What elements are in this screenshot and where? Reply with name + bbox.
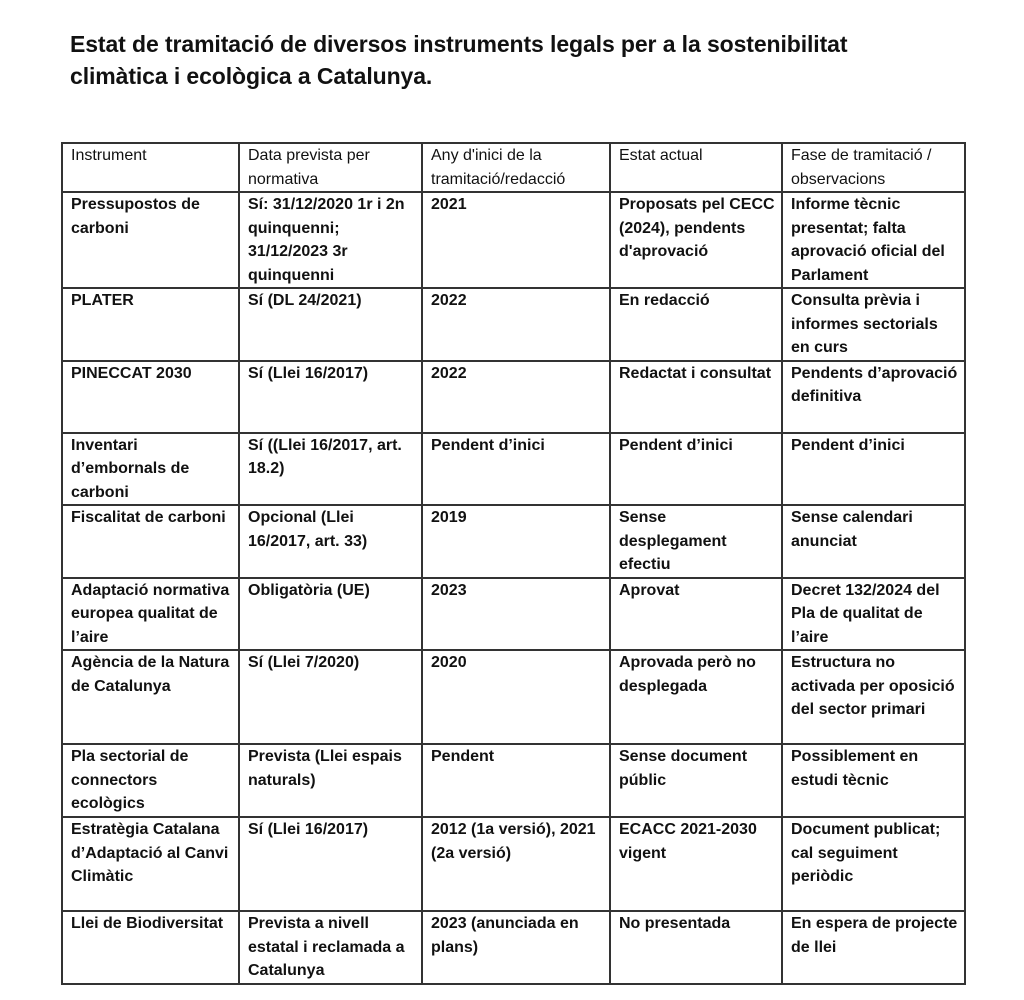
cell-data-prevista: Sí ((Llei 16/2017, art. 18.2) (239, 433, 422, 506)
cell-fase-observacions: Sense calendari anunciat (782, 505, 965, 578)
table-row (62, 744, 965, 817)
header-data-prevista: Data prevista per normativa (239, 143, 422, 192)
header-estat-actual: Estat actual (610, 143, 782, 192)
cell-any-inici: 2023 (422, 578, 610, 651)
cell-instrument: Agència de la Natura de Catalunya (62, 650, 239, 744)
cell-instrument: PLATER (62, 288, 239, 361)
cell-estat-actual: En redacció (610, 288, 782, 361)
header-fase-observacions: Fase de tramitació / observacions (782, 143, 965, 192)
cell-any-inici: 2019 (422, 505, 610, 578)
table-row (62, 433, 965, 506)
table-row (62, 650, 965, 744)
cell-estat-actual: No presentada (610, 911, 782, 984)
instruments-status-table (61, 142, 966, 985)
table-row (62, 361, 965, 433)
table-row (62, 911, 965, 984)
header-any-inici: Any d'inici de la tramitació/redacció (422, 143, 610, 192)
cell-instrument: Llei de Biodiversitat (62, 911, 239, 984)
cell-fase-observacions: Pendent d’inici (782, 433, 965, 506)
cell-data-prevista: Sí (Llei 16/2017) (239, 361, 422, 433)
cell-fase-observacions: Decret 132/2024 del Pla de qualitat de l’aire (782, 578, 965, 651)
cell-instrument: Pressupostos de carboni (62, 192, 239, 288)
cell-estat-actual: Proposats pel CECC (2024), pendents d'aprovació (610, 192, 782, 288)
cell-estat-actual: Aprovat (610, 578, 782, 651)
cell-any-inici: 2021 (422, 192, 610, 288)
cell-data-prevista: Sí: 31/12/2020 1r i 2n quinquenni; 31/12/2023 3r quinquenni (239, 192, 422, 288)
cell-fase-observacions: Informe tècnic presentat; falta aprovació oficial del Parlament (782, 192, 965, 288)
table-header-row (62, 143, 965, 192)
cell-instrument: Inventari d’embornals de carboni (62, 433, 239, 506)
cell-instrument: PINECCAT 2030 (62, 361, 239, 433)
header-instrument: Instrument (62, 143, 239, 192)
cell-estat-actual: Sense document públic (610, 744, 782, 817)
cell-any-inici: 2022 (422, 288, 610, 361)
table-row (62, 192, 965, 288)
cell-instrument: Pla sectorial de connectors ecològics (62, 744, 239, 817)
cell-estat-actual: Redactat i consultat (610, 361, 782, 433)
cell-data-prevista: Opcional (Llei 16/2017, art. 33) (239, 505, 422, 578)
cell-instrument: Adaptació normativa europea qualitat de l’aire (62, 578, 239, 651)
cell-any-inici: 2022 (422, 361, 610, 433)
cell-fase-observacions: Possiblement en estudi tècnic (782, 744, 965, 817)
cell-any-inici: 2023 (anunciada en plans) (422, 911, 610, 984)
cell-data-prevista: Sí (Llei 7/2020) (239, 650, 422, 744)
cell-estat-actual: ECACC 2021-2030 vigent (610, 817, 782, 911)
cell-instrument: Estratègia Catalana d’Adaptació al Canvi Climàtic (62, 817, 239, 911)
cell-instrument: Fiscalitat de carboni (62, 505, 239, 578)
table-row (62, 578, 965, 651)
cell-any-inici: Pendent (422, 744, 610, 817)
cell-any-inici: Pendent d’inici (422, 433, 610, 506)
cell-data-prevista: Obligatòria (UE) (239, 578, 422, 651)
cell-fase-observacions: En espera de projecte de llei (782, 911, 965, 984)
cell-estat-actual: Pendent d’inici (610, 433, 782, 506)
cell-fase-observacions: Document publicat; cal seguiment periòdic (782, 817, 965, 911)
cell-any-inici: 2012 (1a versió), 2021 (2a versió) (422, 817, 610, 911)
table-row (62, 817, 965, 911)
cell-estat-actual: Aprovada però no desplegada (610, 650, 782, 744)
cell-estat-actual: Sense desplegament efectiu (610, 505, 782, 578)
cell-fase-observacions: Estructura no activada per oposició del sector primari (782, 650, 965, 744)
cell-data-prevista: Sí (Llei 16/2017) (239, 817, 422, 911)
table-row (62, 288, 965, 361)
cell-data-prevista: Prevista (Llei espais naturals) (239, 744, 422, 817)
cell-any-inici: 2020 (422, 650, 610, 744)
cell-data-prevista: Sí (DL 24/2021) (239, 288, 422, 361)
cell-fase-observacions: Pendents d’aprovació definitiva (782, 361, 965, 433)
document-title: Estat de tramitació de diversos instruments legals per a la sostenibilitat climàtica i ecològica a Catalunya. (70, 31, 848, 89)
cell-data-prevista: Prevista a nivell estatal i reclamada a Catalunya (239, 911, 422, 984)
table-row (62, 505, 965, 578)
cell-fase-observacions: Consulta prèvia i informes sectorials en curs (782, 288, 965, 361)
